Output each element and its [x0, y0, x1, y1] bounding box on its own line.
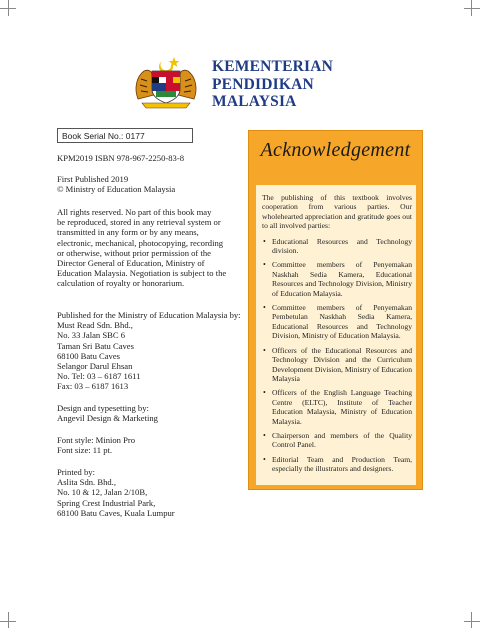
rights-line: calculation of royalty or honorarium. — [57, 278, 185, 289]
acknowledgement-body — [256, 185, 416, 485]
publication-line: © Ministry of Education Malaysia — [57, 184, 176, 195]
printer-line: Aslita Sdn. Bhd., — [57, 477, 116, 488]
publisher-line: Fax: 03 – 6187 1613 — [57, 381, 129, 392]
acknowledgement-intro: The publishing of this textbook involves cooperation from various parties. Our wholehearted appreciation and gratitude goes out to all involved parties: — [262, 193, 412, 231]
publisher-line: Published for the Ministry of Education Malaysia by: — [57, 310, 241, 320]
ministry-line: PENDIDIKAN — [212, 75, 314, 93]
list-item: • Chairperson and members of the Quality Control Panel. — [262, 431, 412, 450]
acknowledgement-list — [262, 237, 412, 474]
coat-of-arms-icon — [128, 55, 204, 111]
printer-line: No. 10 & 12, Jalan 2/10B, — [57, 487, 148, 498]
publisher-line: Taman Sri Batu Caves — [57, 340, 134, 351]
printer-line: Spring Crest Industrial Park, — [57, 497, 156, 508]
design-line: Angevil Design & Marketing — [57, 413, 158, 424]
acknowledgement-panel — [248, 130, 423, 490]
rights-line: electronic, mechanical, photocopying, recording — [57, 237, 224, 248]
rights-line: Education Malaysia. Negotiation is subject to the — [57, 268, 227, 279]
font-info-line: Font size: 11 pt. — [57, 445, 113, 456]
publisher-line: Selangor Darul Ehsan — [57, 361, 133, 372]
crop-mark — [8, 612, 9, 628]
isbn-text — [57, 153, 247, 163]
crop-mark — [0, 8, 16, 9]
rights-line: Director General of Education, Ministry of — [57, 258, 205, 269]
design-block — [57, 403, 247, 423]
list-item: • Officers of the English Language Teaching Centre (ELTC), Institute of Teacher Education Malaysia, Ministry of Education Malaysia. — [262, 388, 412, 426]
rights-line: be reproduced, stored in any retrieval system or — [57, 217, 221, 228]
rights-block — [57, 207, 247, 289]
font-info-line: Font style: Minion Pro — [57, 435, 136, 445]
publication-block — [57, 174, 247, 194]
publisher-block — [57, 310, 247, 392]
acknowledgement-title: Acknowledgement — [260, 139, 411, 161]
list-item: • Editorial Team and Production Team, especially the illustrators and designers. — [262, 455, 412, 474]
publisher-line: No. 33 Jalan SBC 6 — [57, 330, 126, 341]
publisher-line: No. Tel: 03 – 6187 1611 — [57, 371, 141, 382]
list-item: • Committee members of Penyemakan Pembetulan Naskhah Sedia Kamera, Educational Resources and Technology Division, Ministry of Education Malaysia. — [262, 303, 412, 341]
ministry-line: MALAYSIA — [212, 93, 297, 110]
book-serial-box: Book Serial No.: 0177 — [57, 128, 193, 143]
list-item: • Educational Resources and Technology division. — [262, 237, 412, 256]
crop-mark — [464, 8, 480, 9]
crop-mark — [464, 621, 480, 622]
publisher-line: Must Read Sdn. Bhd., — [57, 320, 133, 331]
list-item: • Committee members of Penyemakan Naskhah Sedia Kamera, Educational Resources and Technology Division, Ministry of Education Malaysia. — [262, 260, 412, 298]
isbn: KPM2019 ISBN 978-967-2250-83-8 — [57, 153, 184, 163]
printer-line: 68100 Batu Caves, Kuala Lumpur — [57, 507, 175, 518]
crop-mark — [471, 612, 472, 628]
printer-block — [57, 467, 247, 518]
rights-line: or otherwise, without prior permission of the — [57, 247, 211, 258]
font-info-block — [57, 435, 247, 455]
rights-line: transmitted in any form or by any means, — [57, 227, 199, 238]
ministry-line: KEMENTERIAN — [212, 58, 334, 75]
rights-line: All rights reserved. No part of this book may — [57, 207, 212, 217]
ministry-name — [212, 58, 333, 111]
publisher-line: 68100 Batu Caves — [57, 350, 121, 361]
publication-line: First Published 2019 — [57, 174, 129, 184]
design-line: Design and typesetting by: — [57, 403, 149, 413]
printer-line: Printed by: — [57, 467, 95, 477]
list-item: • Officers of the Educational Resources and Technology Division and the Curriculum Development Division, Ministry of Education Malaysia — [262, 346, 412, 384]
crop-mark — [0, 621, 16, 622]
